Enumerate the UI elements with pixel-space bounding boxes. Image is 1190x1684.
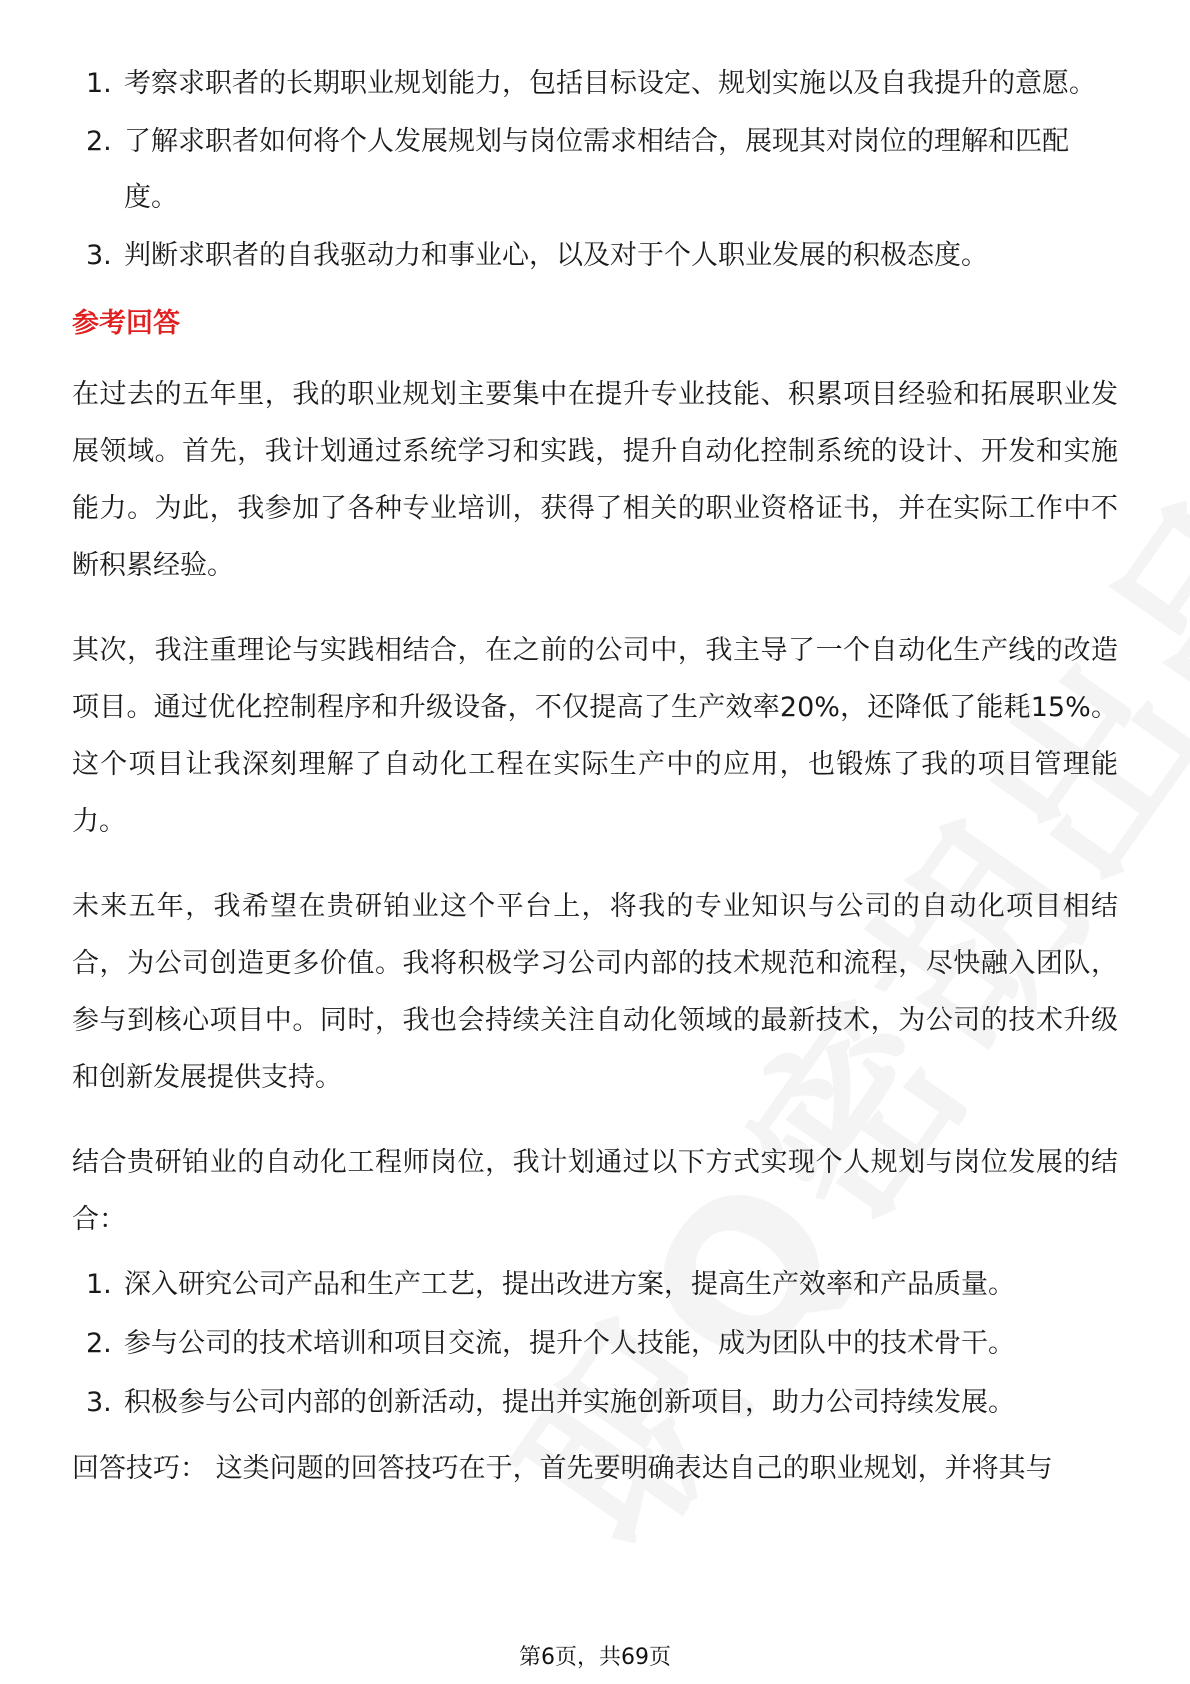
- list-item-text: 深入研究公司产品和生产工艺，提出改进方案，提高生产效率和产品质量。: [124, 1269, 1015, 1300]
- list-item-text: 积极参与公司内部的创新活动，提出并实施创新项目，助力公司持续发展。: [124, 1387, 1015, 1418]
- list-item-number: 1.: [86, 68, 112, 99]
- plan-list: [72, 1256, 1118, 1431]
- page-number: 第6页，共69页: [519, 1645, 671, 1670]
- list-item: [72, 1374, 1118, 1431]
- list-item-text: 了解求职者如何将个人发展规划与岗位需求相结合，展现其对岗位的理解和匹配度。: [124, 126, 1069, 213]
- answer-paragraph: 其次，我注重理论与实践相结合，在之前的公司中，我主导了一个自动化生产线的改造项目。通过优化控制程序和升级设备，不仅提高了生产效率20%，还降低了能耗15%。这个项目让我深刻理解了自动化工程在实际生产中的应用，也锻炼了我的项目管理能力。: [72, 635, 1118, 837]
- list-item-text: 判断求职者的自我驱动力和事业心，以及对于个人职业发展的积极态度。: [124, 240, 988, 271]
- answer-paragraph: 未来五年，我希望在贵研铂业这个平台上，将我的专业知识与公司的自动化项目相结合，为公司创造更多价值。我将积极学习公司内部的技术规范和流程，尽快融入团队，参与到核心项目中。同时，我也会持续关注自动化领域的最新技术，为公司的技术升级和创新发展提供支持。: [72, 891, 1118, 1093]
- list-item-text: 考察求职者的长期职业规划能力，包括目标设定、规划实施以及自我提升的意愿。: [124, 68, 1096, 99]
- answer-paragraph: 在过去的五年里，我的职业规划主要集中在提升专业技能、积累项目经验和拓展职业发展领域。首先，我计划通过系统学习和实践，提升自动化控制系统的设计、开发和实施能力。为此，我参加了各种专业培训，获得了相关的职业资格证书，并在实际工作中不断积累经验。: [72, 379, 1118, 581]
- evaluation-points-list: [72, 56, 1118, 284]
- list-item-number: 3.: [86, 1387, 112, 1418]
- list-item-text: 参与公司的技术培训和项目交流，提升个人技能，成为团队中的技术骨干。: [124, 1328, 1015, 1359]
- section-heading: 参考回答: [72, 308, 180, 339]
- list-item: [72, 1256, 1118, 1313]
- answer-paragraph: 结合贵研铂业的自动化工程师岗位，我计划通过以下方式实现个人规划与岗位发展的结合：: [72, 1147, 1118, 1235]
- list-item: [72, 114, 1118, 226]
- list-item: [72, 56, 1118, 112]
- list-item-number: 3.: [86, 240, 112, 271]
- list-item: [72, 228, 1118, 284]
- page-content: [72, 56, 1118, 1497]
- answer-tip: 回答技巧： 这类问题的回答技巧在于，首先要明确表达自己的职业规划，并将其与: [72, 1453, 1053, 1484]
- list-item-number: 1.: [86, 1269, 112, 1300]
- list-item-number: 2.: [86, 1328, 112, 1359]
- list-item: [72, 1315, 1118, 1372]
- list-item-number: 2.: [86, 126, 112, 157]
